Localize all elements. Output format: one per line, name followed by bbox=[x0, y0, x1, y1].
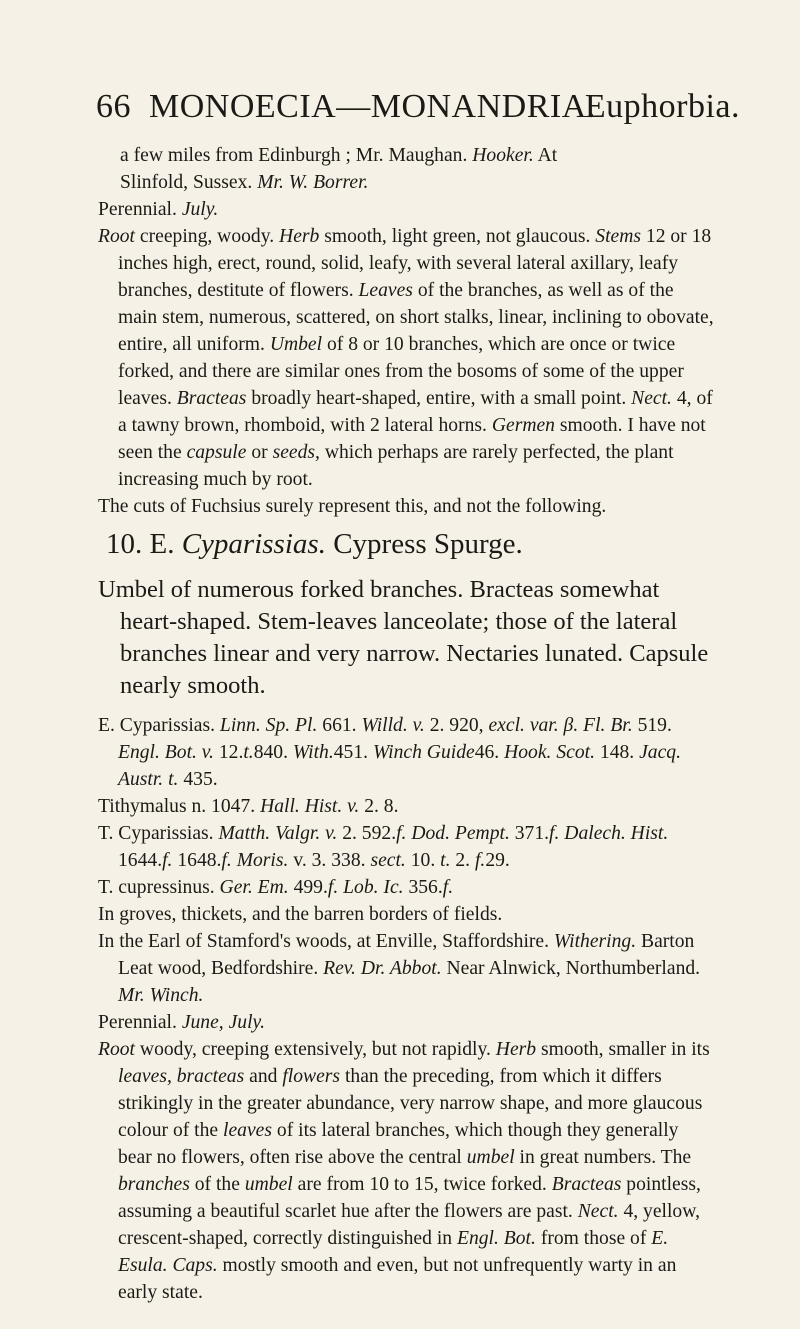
text: T. cupressinus. bbox=[98, 877, 215, 898]
duration: Perennial. bbox=[98, 199, 177, 220]
authority: Mr. W. Borrer. bbox=[257, 172, 369, 193]
text: of its lateral branches, which though they generally bear no flowers, often rise above the central bbox=[118, 1120, 679, 1168]
ref: sect. bbox=[370, 850, 406, 871]
text: 371. bbox=[514, 823, 550, 844]
species-section bbox=[98, 524, 716, 1306]
locality-text: a few miles from Edinburgh ; Mr. Maughan. bbox=[120, 145, 468, 166]
term: flowers bbox=[282, 1066, 341, 1087]
ref: f. bbox=[221, 850, 232, 871]
species-number: 10. E. bbox=[106, 528, 175, 560]
text: of 8 or 10 branches, which are once or twice forked, and there are similar ones from the bosoms of some of the upper leaves. bbox=[118, 334, 684, 409]
term: leaves, bracteas bbox=[118, 1066, 245, 1087]
text: Tithymalus n. 1047. bbox=[98, 796, 256, 817]
locality-paragraph bbox=[98, 928, 716, 1009]
ref: Hook. Scot. bbox=[504, 742, 595, 763]
text: 451. bbox=[333, 742, 369, 763]
locality-line bbox=[98, 142, 716, 196]
text: woody, creeping extensively, but not rapidly. bbox=[139, 1039, 491, 1060]
ref: E. Esula. bbox=[118, 1228, 669, 1276]
term: capsule bbox=[186, 442, 247, 463]
term: Bracteas bbox=[176, 388, 247, 409]
term: Nect. bbox=[631, 388, 672, 409]
authority: Hooker. bbox=[472, 145, 534, 166]
ref: Willd. v. bbox=[361, 715, 425, 736]
text: mostly smooth and even, but not unfrequently warty in an early state. bbox=[118, 1255, 677, 1303]
term: Caps. bbox=[172, 1255, 218, 1276]
term: Umbel bbox=[269, 334, 323, 355]
ref: f. bbox=[162, 850, 173, 871]
text: 661. bbox=[322, 715, 357, 736]
ref: Matth. Valgr. v. bbox=[218, 823, 338, 844]
species-name: Cyparissias. bbox=[181, 528, 326, 560]
main-text bbox=[98, 142, 716, 520]
authority: Mr. Winch. bbox=[118, 985, 204, 1006]
page-number: 66 bbox=[96, 88, 131, 125]
text: pointless, assuming a beautiful scarlet hue after the flowers are past. bbox=[118, 1174, 701, 1222]
term: umbel bbox=[466, 1147, 515, 1168]
header-title: MONOECIA—MONANDRIA. bbox=[149, 88, 596, 125]
ref: f. bbox=[396, 823, 407, 844]
text: 435. bbox=[183, 769, 218, 790]
text: 1644. bbox=[118, 850, 163, 871]
flowering-time: July. bbox=[181, 199, 219, 220]
authority: Rev. Dr. Abbot. bbox=[323, 958, 442, 979]
common-name: Cypress Spurge. bbox=[333, 528, 523, 560]
synonym-entry bbox=[98, 874, 716, 901]
text: smooth, smaller in its bbox=[540, 1039, 710, 1060]
text: 499. bbox=[293, 877, 328, 898]
locality-text: Slinfold, Sussex. bbox=[120, 172, 253, 193]
flowering-time: June, July. bbox=[181, 1012, 266, 1033]
ref: Linn. Sp. Pl. bbox=[219, 715, 318, 736]
term: branches bbox=[118, 1174, 190, 1195]
synonym-entry bbox=[98, 712, 716, 793]
text: 2. 592. bbox=[342, 823, 397, 844]
header-genus: Euphorbia. bbox=[584, 88, 740, 125]
text: Barton Leat wood, Bedfordshire. bbox=[118, 931, 695, 979]
text: broadly heart-shaped, entire, with a small point. bbox=[251, 388, 627, 409]
text: smooth. I have not seen the bbox=[118, 415, 706, 463]
text: of the bbox=[194, 1174, 240, 1195]
term: Leaves bbox=[358, 280, 413, 301]
term: Bracteas bbox=[551, 1174, 622, 1195]
ref: f. bbox=[442, 877, 454, 898]
text: 29. bbox=[485, 850, 510, 871]
text: 840. bbox=[253, 742, 288, 763]
synonym-entry bbox=[98, 793, 716, 820]
ref: Fl. Br. bbox=[583, 715, 633, 736]
ref: f. bbox=[474, 850, 486, 871]
species-heading bbox=[98, 524, 716, 564]
description-paragraph bbox=[98, 1036, 716, 1306]
ref: Moris. bbox=[236, 850, 289, 871]
ref: f. bbox=[549, 823, 560, 844]
description-paragraph bbox=[98, 223, 716, 493]
text: or bbox=[251, 442, 268, 463]
text: 2. bbox=[455, 850, 471, 871]
running-header bbox=[96, 88, 740, 126]
ref: excl. var. β. bbox=[488, 715, 579, 736]
text: 2. 920, bbox=[429, 715, 484, 736]
text: E. Cyparissias. bbox=[98, 715, 216, 736]
text: 12. bbox=[218, 742, 244, 763]
duration-line bbox=[98, 196, 716, 223]
ref: Engl. Bot. v. bbox=[118, 742, 214, 763]
ref: f. bbox=[327, 877, 339, 898]
ref: t. bbox=[440, 850, 451, 871]
ref: Engl. Bot. bbox=[456, 1228, 536, 1249]
ref: Dod. Pempt. bbox=[411, 823, 510, 844]
diagnosis: Umbel of numerous forked branches. Bracteas somewhat heart-shaped. Stem-leaves lanceolate; those of the lateral branches linear and very narrow. Nectaries lunated. Capsule nearly smooth. bbox=[98, 576, 709, 699]
term: Root bbox=[98, 226, 136, 247]
text: 519. bbox=[637, 715, 672, 736]
text: v. 3. 338. bbox=[293, 850, 366, 871]
ref: Lob. Ic. bbox=[343, 877, 404, 898]
term: Root bbox=[98, 1039, 136, 1060]
text: than the preceding, from which it differs strikingly in the greater abundance, very narrow shape, and more glaucous colour of the bbox=[118, 1066, 703, 1141]
ref: Hall. Hist. v. bbox=[260, 796, 360, 817]
ref: Winch Guide bbox=[372, 742, 475, 763]
text: and bbox=[249, 1066, 278, 1087]
ref: Dalech. Hist. bbox=[564, 823, 669, 844]
text: 148. bbox=[599, 742, 635, 763]
term: umbel bbox=[244, 1174, 293, 1195]
term: Stems bbox=[595, 226, 641, 247]
term: Herb bbox=[495, 1039, 537, 1060]
text: 1648. bbox=[177, 850, 222, 871]
ref: With. bbox=[292, 742, 334, 763]
text: creeping, woody. bbox=[139, 226, 275, 247]
text: Near Alnwick, Northumberland. bbox=[446, 958, 701, 979]
term: Germen bbox=[491, 415, 555, 436]
term: Nect. bbox=[577, 1201, 619, 1222]
text: 46. bbox=[474, 742, 500, 763]
text: In the Earl of Stamford's woods, at Enville, Staffordshire. bbox=[98, 931, 550, 952]
text: from those of bbox=[540, 1228, 647, 1249]
text: of the branches, as well as of the main stem, numerous, scattered, on short stalks, linear, inclining to obovate, entire, all uniform. bbox=[118, 280, 714, 355]
text: are from 10 to 15, twice forked. bbox=[297, 1174, 547, 1195]
term: seeds, bbox=[272, 442, 320, 463]
locality-text: At bbox=[537, 145, 558, 166]
synonym-entry bbox=[98, 820, 716, 874]
habitat-line: In groves, thickets, and the barren borders of fields. bbox=[98, 904, 503, 925]
text: 10. bbox=[410, 850, 436, 871]
duration-line bbox=[98, 1009, 716, 1036]
text: in great numbers. The bbox=[519, 1147, 692, 1168]
duration: Perennial. bbox=[98, 1012, 177, 1033]
text: 12 or 18 inches high, erect, round, solid, leafy, with several lateral axillary, leafy branches, destitute of flowers. bbox=[118, 226, 712, 301]
ref: Jacq. Austr. t. bbox=[118, 742, 681, 790]
term: Herb bbox=[279, 226, 320, 247]
text: T. Cyparissias. bbox=[98, 823, 214, 844]
ref: t. bbox=[243, 742, 254, 763]
authority: Withering. bbox=[553, 931, 637, 952]
text: which perhaps are rarely perfected, the plant increasing much by root. bbox=[118, 442, 674, 490]
text: 356. bbox=[408, 877, 443, 898]
term: leaves bbox=[223, 1120, 272, 1141]
text: smooth, light green, not glaucous. bbox=[324, 226, 591, 247]
text: 2. 8. bbox=[364, 796, 399, 817]
text: 4, of a tawny brown, rhomboid, with 2 lateral horns. bbox=[118, 388, 713, 436]
text: 4, yellow, crescent-shaped, correctly distinguished in bbox=[118, 1201, 701, 1249]
note-line: The cuts of Fuchsius surely represent this, and not the following. bbox=[98, 496, 607, 517]
ref: Ger. Em. bbox=[219, 877, 289, 898]
